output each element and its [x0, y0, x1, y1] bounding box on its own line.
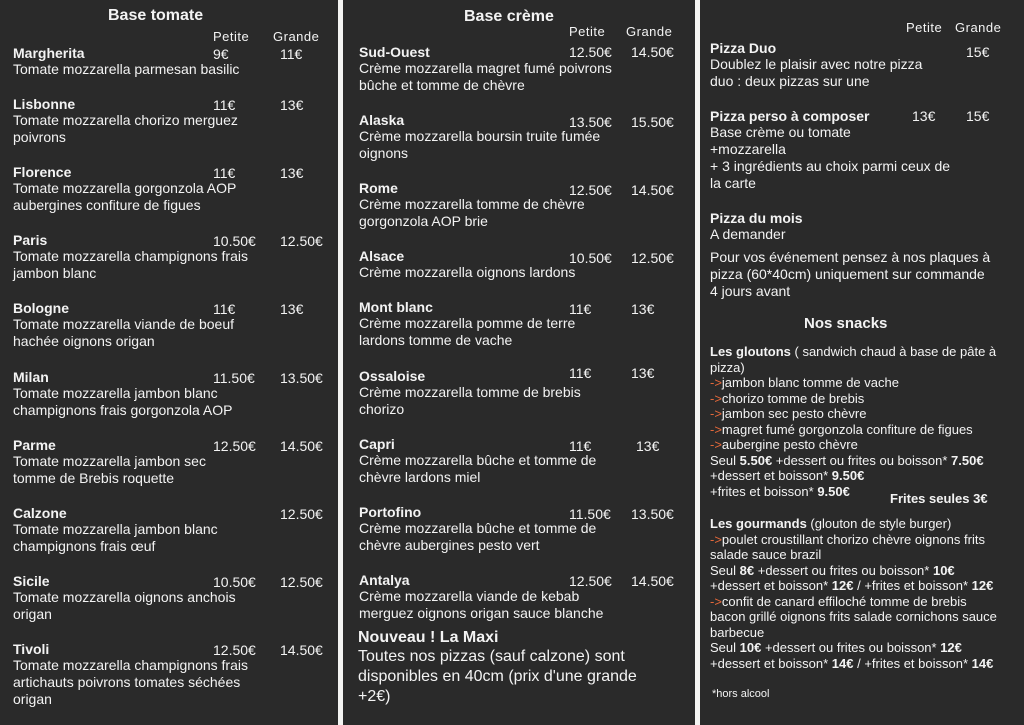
pizza-description: Doublez le plaisir avec notre pizza [710, 56, 923, 72]
option-text: bacon grillé oignons frits salade cornichons sauce [710, 609, 997, 624]
pizza-name: Pizza du mois [710, 210, 803, 226]
price-value: 5.50€ [739, 452, 773, 468]
pizza-description: tomme de Brebis roquette [13, 470, 175, 486]
pizza-description: Crème mozzarella oignons lardons [359, 264, 576, 280]
price-petite: 13.50€ [569, 114, 612, 130]
option-text: aubergine pesto chèvre [721, 437, 858, 452]
pizza-item-portofino [359, 504, 596, 554]
pizza-description: Crème mozzarella bûche et tomme de [359, 452, 597, 468]
pizza-name: Rome [359, 180, 398, 196]
price-petite: 12.50€ [569, 44, 612, 60]
price-grande: 12.50€ [280, 506, 323, 522]
snack-price-line [710, 468, 996, 484]
maxi-block [358, 629, 637, 707]
pizza-name: Portofino [359, 504, 422, 520]
maxi-text: disponibles en 40cm (prix d'une grande [358, 668, 637, 685]
pizza-name: Pizza Duo [710, 40, 777, 56]
section-title-base-creme: Base crème [464, 8, 554, 25]
pizza-item-alaska [359, 112, 600, 162]
column-base-tomate [0, 0, 338, 725]
option-text: chorizo tomme de brebis [721, 390, 865, 406]
snack-option [710, 594, 997, 610]
pizza-name: Capri [359, 436, 395, 452]
snack-option [710, 437, 996, 453]
header-petite: Petite [213, 29, 250, 44]
price-grande: 11€ [280, 46, 303, 62]
pizza-description: Tomate mozzarella oignons anchois [13, 589, 236, 605]
section-title-base-tomate: Base tomate [108, 7, 204, 24]
pizza-description: chèvre lardons miel [359, 469, 481, 485]
pizza-description: merguez oignons origan sauce blanche [359, 605, 604, 621]
arrow-icon: -> [710, 593, 722, 609]
pizza-name: Milan [13, 369, 49, 385]
pizza-description: Base crème ou tomate [710, 124, 851, 140]
pizza-item-bologne [13, 300, 234, 350]
pizza-description: Tomate mozzarella jambon blanc [13, 521, 218, 537]
price-value: 12€ [940, 640, 962, 655]
snack-price-line [710, 563, 997, 579]
pizza-item-alsace [359, 248, 575, 281]
event-text: 4 jours avant [710, 283, 791, 299]
price-grande: 13€ [636, 438, 660, 454]
pizza-name: Alaska [359, 112, 405, 128]
price-grande: 12.50€ [280, 233, 323, 249]
pizza-description: lardons tomme de vache [359, 332, 513, 348]
price-value: 14€ [831, 655, 854, 671]
pizza-description: hachée oignons origan [13, 333, 155, 349]
pizza-name: Parme [13, 437, 56, 453]
price-value: 7.50€ [951, 452, 984, 468]
snack-gloutons [710, 344, 996, 499]
pizza-name: Lisbonne [13, 96, 76, 112]
price-petite: 10.50€ [213, 233, 256, 249]
price-petite: 11€ [569, 301, 592, 317]
price-grande: 13.50€ [631, 506, 674, 522]
pizza-description: Tomate mozzarella champignons frais [13, 248, 248, 264]
price-petite: 12.50€ [213, 642, 256, 658]
pizza-description: la carte [710, 175, 756, 191]
snacks-title: Nos snacks [804, 315, 888, 332]
price-petite: 10.50€ [213, 574, 256, 590]
pizza-item-ossaloise [359, 368, 581, 418]
option-text: salade sauce brazil [710, 547, 822, 562]
snack-option [710, 406, 996, 422]
header-grande: Grande [273, 29, 320, 44]
price-text: +dessert ou frites ou boisson* [754, 562, 933, 578]
price-petite: 12.50€ [569, 182, 612, 198]
price-grande: 15€ [966, 108, 990, 124]
pizza-item-rome [359, 180, 585, 230]
price-grande: 15.50€ [631, 114, 674, 130]
price-grande: 15€ [966, 44, 990, 60]
pizza-description: Tomate mozzarella chorizo merguez [13, 112, 238, 128]
price-text: / +frites et boisson* [853, 655, 972, 671]
pizza-item-capri [359, 436, 596, 486]
price-grande: 13€ [280, 97, 304, 113]
pizza-description: bûche et tomme de chèvre [359, 77, 525, 93]
price-grande: 12.50€ [631, 250, 674, 266]
price-grande: 13€ [280, 301, 304, 317]
price-value: 12€ [971, 578, 994, 593]
header-grande: Grande [955, 20, 1002, 35]
price-grande: 13.50€ [280, 370, 323, 386]
price-text: +dessert et boisson* [710, 655, 832, 671]
pizza-duo [710, 40, 922, 90]
pizza-name: Antalya [359, 572, 410, 588]
maxi-text: +2€) [358, 688, 391, 705]
pizza-name: Florence [13, 164, 72, 180]
snack-intro: ( sandwich chaud à base de pâte à [790, 344, 997, 359]
snack-gourmands [710, 516, 997, 671]
event-note [710, 249, 990, 300]
pizza-description: aubergines confiture de figues [13, 197, 201, 213]
pizza-description: Tomate mozzarella jambon sec [13, 453, 206, 469]
pizza-description: champignons frais gorgonzola AOP [13, 402, 233, 418]
price-text: Seul [710, 640, 740, 655]
pizza-description: jambon blanc [13, 265, 97, 281]
pizza-name: Tivoli [13, 641, 50, 657]
snack-price-line [710, 453, 996, 469]
pizza-name: Pizza perso à composer [710, 108, 870, 124]
price-petite: 11€ [213, 97, 236, 113]
pizza-item-parme [13, 437, 206, 487]
pizza-description: A demander [710, 226, 786, 242]
footnote: *hors alcool [712, 688, 770, 700]
price-value: 10€ [739, 640, 762, 655]
pizza-item-sicile [13, 573, 236, 623]
pizza-description: Crème mozzarella boursin truite fumée [359, 128, 601, 144]
snack-intro: pizza) [710, 359, 745, 375]
price-text: +dessert ou frites ou boisson* [772, 452, 952, 468]
snack-option [710, 375, 996, 391]
pizza-du-mois [710, 210, 803, 243]
pizza-description: champignons frais œuf [13, 538, 156, 554]
snack-price-line [710, 656, 997, 672]
price-petite: 11.50€ [213, 370, 255, 386]
option-text: barbecue [710, 624, 765, 640]
pizza-name: Calzone [13, 505, 67, 521]
pizza-description: oignons [359, 145, 409, 161]
snack-price-line [710, 578, 997, 594]
price-value: 14€ [971, 655, 994, 671]
arrow-icon: -> [710, 406, 722, 421]
pizza-item-milan [13, 369, 232, 419]
price-grande: 13€ [280, 165, 304, 181]
pizza-item-margherita [13, 45, 239, 78]
pizza-description: +mozzarella [710, 141, 786, 157]
pizza-name: Paris [13, 232, 48, 248]
price-text: +dessert ou frites ou boisson* [761, 640, 941, 655]
pizza-description: duo : deux pizzas sur une [710, 73, 870, 89]
header-grande: Grande [626, 24, 673, 39]
snack-name: Les gourmands [710, 516, 807, 531]
snack-option [710, 532, 997, 548]
option-text: jambon blanc tomme de vache [721, 375, 899, 390]
price-petite: 11.50€ [569, 506, 611, 522]
column-base-creme [343, 0, 695, 725]
price-value: 12€ [831, 578, 854, 593]
snack-option [710, 391, 996, 407]
pizza-name: Bologne [13, 300, 69, 316]
pizza-description: poivrons [13, 129, 66, 145]
price-petite: 9€ [213, 46, 229, 62]
pizza-description: Tomate mozzarella jambon blanc [13, 385, 218, 401]
snack-name: Les gloutons [710, 344, 791, 359]
pizza-description: Crème mozzarella tomme de chèvre [359, 196, 585, 212]
price-grande: 14.50€ [631, 44, 674, 60]
price-grande: 13€ [631, 301, 655, 317]
pizza-description: Tomate mozzarella gorgonzola AOP [13, 180, 237, 196]
option-text: jambon sec pesto chèvre [721, 406, 867, 421]
pizza-description: Crème mozzarella magret fumé poivrons [359, 60, 612, 76]
snack-price-line [710, 640, 997, 656]
price-text: +dessert et boisson* [710, 578, 832, 593]
option-text: poulet croustillant chorizo chèvre oignons frits [721, 531, 985, 547]
price-value: 9.50€ [831, 468, 865, 483]
event-text: pizza (60*40cm) uniquement sur commande [710, 266, 985, 282]
option-text: confit de canard effiloché tomme de brebis [721, 593, 967, 609]
price-grande: 14.50€ [280, 438, 323, 454]
price-petite: 11€ [213, 301, 236, 317]
price-grande: 14.50€ [280, 642, 323, 658]
pizza-name: Sicile [13, 573, 50, 589]
price-petite: 11€ [569, 365, 592, 381]
pizza-description: artichauts poivrons tomates séchées [13, 674, 241, 690]
price-text: +dessert et boisson* [710, 468, 832, 483]
pizza-description: chèvre aubergines pesto vert [359, 537, 540, 553]
pizza-name: Alsace [359, 248, 405, 264]
snack-option [710, 422, 996, 438]
arrow-icon: -> [710, 375, 722, 390]
pizza-description: chorizo [359, 401, 405, 417]
price-petite: 11€ [569, 438, 592, 454]
option-text: magret fumé gorgonzola confiture de figues [721, 421, 973, 437]
pizza-name: Margherita [13, 45, 85, 61]
pizza-item-mont-blanc [359, 299, 575, 349]
header-petite: Petite [569, 24, 606, 39]
price-petite: 10.50€ [569, 250, 612, 266]
pizza-description: Tomate mozzarella parmesan basilic [13, 61, 240, 77]
pizza-item-florence [13, 164, 236, 214]
event-text: Pour vos événement pensez à nos plaques à [710, 249, 991, 265]
pizza-description: Crème mozzarella pomme de terre [359, 315, 576, 331]
pizza-description: + 3 ingrédients au choix parmi ceux de [710, 158, 951, 174]
price-text: / +frites et boisson* [853, 578, 972, 593]
pizza-description: Crème mozzarella tomme de brebis [359, 384, 581, 400]
pizza-name: Sud-Ouest [359, 44, 430, 60]
column-specials [700, 0, 1024, 725]
pizza-item-antalya [359, 572, 603, 622]
price-text: Seul [710, 452, 740, 468]
pizza-name: Mont blanc [359, 299, 433, 315]
maxi-text: Toutes nos pizzas (sauf calzone) sont [358, 648, 625, 665]
arrow-icon: -> [710, 531, 722, 547]
maxi-title: Nouveau ! La Maxi [358, 629, 499, 646]
price-grande: 12.50€ [280, 574, 323, 590]
price-petite: 13€ [912, 108, 936, 124]
arrow-icon: -> [710, 390, 722, 406]
price-petite: 11€ [213, 165, 236, 181]
pizza-item-lisbonne [13, 96, 238, 146]
price-petite: 12.50€ [569, 573, 612, 589]
price-value: 8€ [739, 562, 755, 578]
frites-seules: Frites seules 3€ [890, 491, 988, 506]
pizza-description: Crème mozzarella viande de kebab [359, 588, 580, 604]
arrow-icon: -> [710, 421, 722, 437]
price-text: Seul [710, 562, 740, 578]
pizza-description: origan [13, 691, 52, 707]
arrow-icon: -> [710, 437, 722, 452]
price-value: 9.50€ [817, 483, 850, 499]
price-grande: 14.50€ [631, 182, 674, 198]
pizza-item-calzone [13, 505, 218, 555]
pizza-description: origan [13, 606, 52, 622]
price-grande: 14.50€ [631, 573, 674, 589]
price-petite: 12.50€ [213, 438, 256, 454]
price-grande: 13€ [631, 365, 655, 381]
price-value: 10€ [932, 562, 955, 578]
pizza-description: Tomate mozzarella champignons frais [13, 657, 248, 673]
header-petite: Petite [906, 20, 943, 35]
pizza-description: Crème mozzarella bûche et tomme de [359, 520, 597, 536]
snack-intro: (glouton de style burger) [806, 516, 952, 531]
price-text: +frites et boisson* [710, 483, 818, 499]
pizza-description: gorgonzola AOP brie [359, 213, 488, 229]
pizza-name: Ossaloise [359, 368, 426, 384]
pizza-description: Tomate mozzarella viande de boeuf [13, 316, 235, 332]
